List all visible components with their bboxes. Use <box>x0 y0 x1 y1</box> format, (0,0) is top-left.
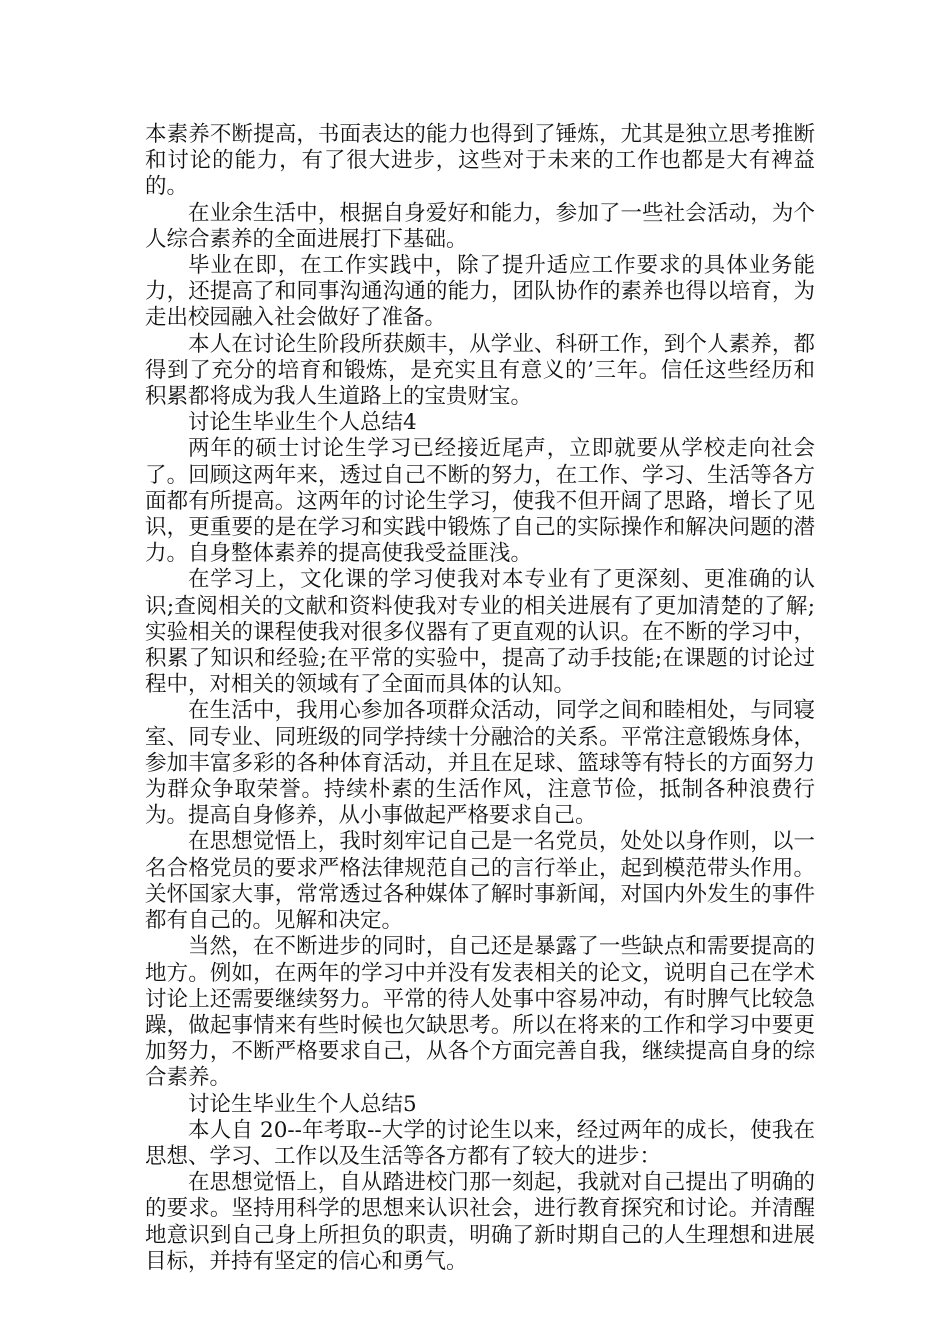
paragraph-gains: 本人在讨论生阶段所获颇丰，从学业、科研工作，到个人素养，都得到了充分的培育和锻炼，是充实且有意义的’三年。信任这些经历和积累都将成为我人生道路上的宝贵财宝。 <box>145 331 815 410</box>
paragraph-intro-5: 本人自 20--年考取--大学的讨论生以来，经过两年的成长，使我在思想、学习、工作以及生活等各方都有了较大的进步： <box>145 1117 815 1169</box>
section-heading-4: 讨论生毕业生个人总结4 <box>188 410 417 436</box>
paragraph-overview: 两年的硕士讨论生学习已经接近尾声，立即就要从学校走向社会了。回顾这两年来，透过自己不断的努力，在工作、学习、生活等各方面都有所提高。这两年的讨论生学习，使我不但开阔了思路，增长了见识，更重要的是在学习和实践中锻炼了自己的实际操作和解决问题的潜力。自身整体素养的提高使我受益匪浅。 <box>145 436 815 567</box>
paragraph-life: 在生活中，我用心参加各项群众活动，同学之间和睦相处，与同寝室、同专业、同班级的同学持续十分融洽的关系。平常注意锻炼身体，参加丰富多彩的各种体育活动，并且在足球、篮球等有特长的方面努力为群众争取荣誉。持续朴素的生活作风，注意节俭，抵制各种浪费行为。提高自身修养，从小事做起严格要求自己。 <box>145 698 815 829</box>
paragraph-graduation: 毕业在即，在工作实践中，除了提升适应工作要求的具体业务能力，还提高了和同事沟通沟通的能力，团队协作的素养也得以培育，为走出校园融入社会做好了准备。 <box>145 253 815 331</box>
paragraph-continuation: 本素养不断提高，书面表达的能力也得到了锤炼，尤其是独立思考推断和讨论的能力，有了很大进步，这些对于未来的工作也都是大有裨益的。 <box>145 122 815 200</box>
paragraph-study: 在学习上，文化课的学习使我对本专业有了更深刻、更准确的认识;查阅相关的文献和资料使我对专业的相关进展有了更加清楚的了解;实验相关的课程使我对很多仪器有了更直观的认识。在不断的学习中，积累了知识和经验;在平常的实验中，提高了动手技能;在课题的讨论过程中，对相关的领域有了全面而具体的认知。 <box>145 567 815 698</box>
paragraph-ideology: 在思想觉悟上，我时刻牢记自己是一名党员，处处以身作则，以一名合格党员的要求严格法律规范自己的言行举止，起到模范带头作用。关怀国家大事，常常透过各种媒体了解时事新闻，对国内外发生的事件都有自己的。见解和决定。 <box>145 829 815 934</box>
paragraph-leisure: 在业余生活中，根据自身爱好和能力，参加了一些社会活动，为个人综合素养的全面进展打下基础。 <box>145 200 815 252</box>
document-body <box>145 122 815 1275</box>
paragraph-ideology-5: 在思想觉悟上，自从踏进校门那一刻起，我就对自己提出了明确的的要求。坚持用科学的思想来认识社会，进行教育探究和讨论。并清醒地意识到自己身上所担负的职责，明确了新时期自己的人生理想和进展目标，并持有坚定的信心和勇气。 <box>145 1170 815 1274</box>
paragraph-shortcomings: 当然，在不断进步的同时，自己还是暴露了一些缺点和需要提高的地方。例如，在两年的学习中并没有发表相关的论文，说明自己在学术讨论上还需要继续努力。平常的待人处事中容易冲动，有时脾气比较急躁，做起事情来有些时候也欠缺思考。所以在将来的工作和学习中要更加努力，不断严格要求自己，从各个方面完善自我，继续提高自身的综合素养。 <box>145 934 815 1091</box>
section-heading-5: 讨论生毕业生个人总结5 <box>188 1091 417 1117</box>
